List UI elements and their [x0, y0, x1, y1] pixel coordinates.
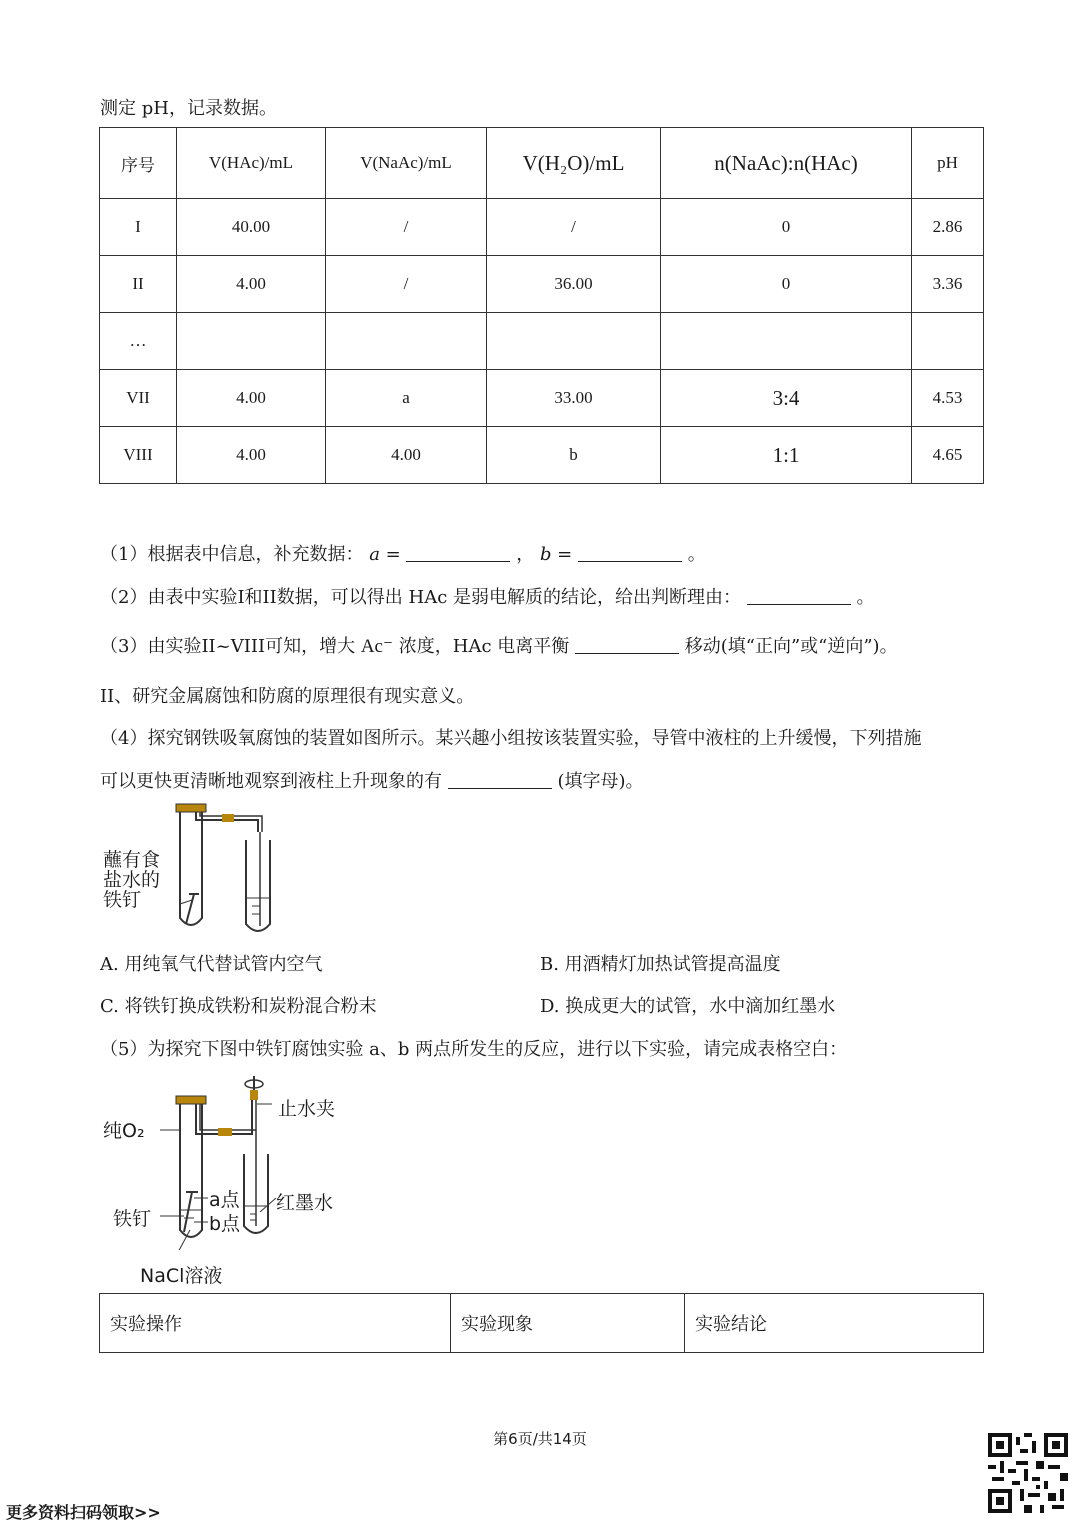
- fig1-label-line2: 盐水的: [103, 869, 161, 891]
- question-5: （5）为探究下图中铁钉腐蚀实验 a、b 两点所发生的反应，进行以下实验，请完成表格空白：: [100, 1039, 848, 1060]
- table-cell: 33.00: [487, 370, 661, 427]
- table-row: [100, 370, 984, 427]
- q3-mid: 浓度，HAc 电离平衡: [398, 636, 570, 657]
- answer-blank-a[interactable]: [406, 543, 510, 562]
- option-b[interactable]: B. 用酒精灯加热试管提高温度: [540, 954, 781, 975]
- experiment-table: [99, 1293, 984, 1353]
- table-cell: 3.36: [912, 256, 984, 313]
- table-cell: 4.00: [177, 427, 326, 484]
- table-cell: /: [326, 199, 487, 256]
- q4-line2-post: (填字母)。: [557, 771, 644, 792]
- fig2-label-a-point: a点: [209, 1189, 240, 1211]
- option-a[interactable]: A. 用纯氧气代替试管内空气: [100, 954, 323, 975]
- header-cell: n(NaAc):n(HAc): [661, 128, 912, 199]
- q2-end: 。: [856, 587, 875, 608]
- header-cell: 序号: [100, 128, 177, 199]
- intro-text: 测定 pH，记录数据。: [100, 98, 277, 119]
- table-header-row: [100, 128, 984, 199]
- table-row: [100, 256, 984, 313]
- answer-blank-b[interactable]: [578, 543, 682, 562]
- table-cell: /: [326, 256, 487, 313]
- question-1: [100, 540, 706, 566]
- answer-blank-q4[interactable]: [448, 770, 552, 789]
- fig2-label-ink: 红墨水: [276, 1192, 334, 1214]
- header-cell: 实验结论: [685, 1294, 984, 1353]
- table-cell: VII: [100, 370, 177, 427]
- table-cell: 40.00: [177, 199, 326, 256]
- header-cell: V(NaAc)/mL: [326, 128, 487, 199]
- q4-line2-pre: 可以更快更清晰地观察到液柱上升现象的有: [100, 771, 442, 792]
- table-cell: [326, 313, 487, 370]
- section-2-heading: II、研究金属腐蚀和防腐的原理很有现实意义。: [100, 686, 475, 707]
- answer-blank-q2[interactable]: [747, 586, 851, 605]
- fig2-label-nacl: NaCl溶液: [140, 1265, 223, 1287]
- header-cell: 实验操作: [100, 1294, 451, 1353]
- table-cell: b: [487, 427, 661, 484]
- header-cell: V(HAc)/mL: [177, 128, 326, 199]
- table-cell: 36.00: [487, 256, 661, 313]
- option-d[interactable]: D. 换成更大的试管，水中滴加红墨水: [540, 996, 836, 1017]
- header-cell: pH: [912, 128, 984, 199]
- table-row: [100, 199, 984, 256]
- option-c[interactable]: C. 将铁钉换成铁粉和炭粉混合粉末: [100, 996, 377, 1017]
- table-cell: [912, 313, 984, 370]
- table-cell: VIII: [100, 427, 177, 484]
- table-cell: 4.00: [177, 256, 326, 313]
- table-cell: 1:1: [661, 427, 912, 484]
- table-cell: [177, 313, 326, 370]
- table-row: [100, 313, 984, 370]
- q1-a-label: a =: [369, 544, 401, 565]
- q3-ion: Ac⁻: [360, 636, 394, 657]
- header-cell: 实验现象: [451, 1294, 685, 1353]
- q1-b-label: b =: [539, 544, 573, 565]
- data-table: [99, 127, 984, 484]
- question-3: [100, 632, 898, 658]
- page-number: 第6页/共14页: [493, 1430, 587, 1448]
- table-cell: 0: [661, 256, 912, 313]
- q3-pre: （3）由实验II~VIII可知，增大: [100, 636, 356, 657]
- table-cell: 2.86: [912, 199, 984, 256]
- table-cell: /: [487, 199, 661, 256]
- table-cell: II: [100, 256, 177, 313]
- q1-text: （1）根据表中信息，补充数据：: [100, 544, 364, 565]
- corrosion-apparatus-figure: [160, 798, 290, 938]
- table-cell: I: [100, 199, 177, 256]
- q1-end: 。: [687, 544, 706, 565]
- table-cell: 0: [661, 199, 912, 256]
- q1-comma: ，: [516, 544, 535, 565]
- table-cell: …: [100, 313, 177, 370]
- table-cell: 4.65: [912, 427, 984, 484]
- question-2: [100, 583, 874, 609]
- table-row: [100, 427, 984, 484]
- q2-text: （2）由表中实验I和II数据，可以得出 HAc 是弱电解质的结论，给出判断理由：: [100, 587, 742, 608]
- table-cell: 4.00: [326, 427, 487, 484]
- table-cell: 3:4: [661, 370, 912, 427]
- q3-post: 移动(填“正向”或“逆向”)。: [684, 636, 898, 657]
- fig2-label-nail: 铁钉: [113, 1208, 152, 1230]
- fig2-label-clamp: 止水夹: [278, 1098, 336, 1120]
- table-cell: 4.00: [177, 370, 326, 427]
- table-cell: [661, 313, 912, 370]
- more-resources-link[interactable]: 更多资料扫码领取>>: [6, 1503, 161, 1522]
- table-cell: [487, 313, 661, 370]
- fig1-label-line3: 铁钉: [103, 889, 142, 911]
- table-header-row: [100, 1294, 984, 1353]
- table-cell: 4.53: [912, 370, 984, 427]
- header-cell: V(H₂O)/mL: [487, 128, 661, 199]
- question-4-line1: （4）探究钢铁吸氧腐蚀的装置如图所示。某兴趣小组按该装置实验，导管中液柱的上升缓慢，下列措施: [100, 728, 922, 749]
- fig1-label-line1: 蘸有食: [103, 849, 161, 871]
- answer-blank-q3[interactable]: [575, 635, 679, 654]
- table-cell: a: [326, 370, 487, 427]
- qr-code-icon[interactable]: [988, 1433, 1068, 1513]
- question-4-line2: [100, 767, 644, 793]
- fig2-label-o2: 纯O₂: [103, 1120, 145, 1142]
- fig2-label-b-point: b点: [209, 1213, 241, 1235]
